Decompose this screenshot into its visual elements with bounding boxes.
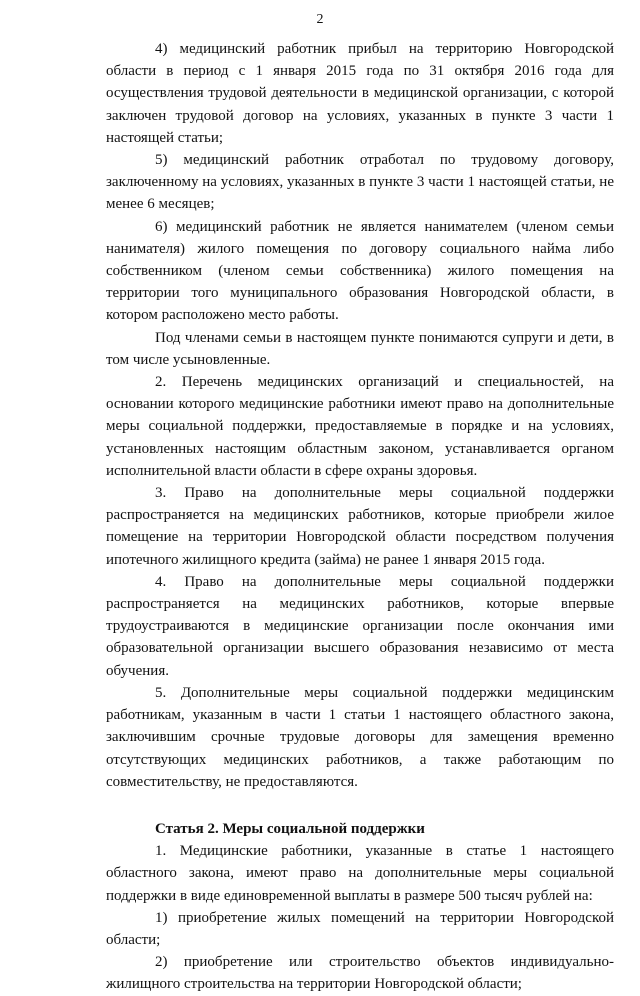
paragraph-part-3: 3. Право на дополнительные меры социальной поддержки распространяется на медицинских работников, которые приобрели жилое помещение на территории Новгородской области посредством получения ипотечного жилищного кредита (займа) не ранее 1 января 2015 года.	[106, 485, 614, 568]
paragraph-item-5: 5) медицинский работник отработал по трудовому договору, заключенному на условиях, указанных в пункте 3 части 1 настоящей статьи, не менее 6 месяцев;	[106, 152, 614, 213]
article-heading: Статья 2. Меры социальной поддержки	[155, 820, 425, 837]
paragraph-part-4: 4. Право на дополнительные меры социальной поддержки распространяется на медицинских работников, которые впервые трудоустраиваются в медицинские организации после окончания ими образовательной организации высшего образования независимо от места обучения.	[106, 573, 614, 679]
paragraph-item-6: 6) медицинский работник не является нанимателем (членом семьи нанимателя) жилого помещения по договору социального найма либо собственником (членом семьи собственника) жилого помещения на территории того муниципального образования Новгородской области, в котором расположено место работы.	[106, 218, 614, 324]
paragraph-part-5: 5. Дополнительные меры социальной поддержки медицинским работникам, указанным в части 1 статьи 1 настоящего областного закона, заключившим срочные трудовые договоры для замещения временно отсутствующих медицинских работников, а также работающим по совместительству, не предоставляются.	[106, 684, 614, 790]
article-paragraph-item-2: 2) приобретение или строительство объектов индивидуально-жилищного строительства на территории Новгородской области;	[106, 954, 614, 993]
paragraph-family-definition: Под членами семьи в настоящем пункте понимаются супруги и дети, в том числе усыновленные.	[106, 329, 614, 368]
document-body	[106, 38, 614, 996]
page-number: 2	[316, 12, 324, 27]
article-paragraph-item-1: 1) приобретение жилых помещений на территории Новгородской области;	[106, 909, 614, 948]
paragraph-item-4: 4) медицинский работник прибыл на территорию Новгородской области в период с 1 января 2015 года по 31 октября 2016 года для осуществления трудовой деятельности в медицинской организации, с которой заключен трудовой договор на условиях, указанных в пункте 3 части 1 настоящей статьи;	[106, 41, 614, 146]
article-paragraph-part-1: 1. Медицинские работники, указанные в статье 1 настоящего областного закона, имеют право на дополнительные меры социальной поддержки в виде единовременной выплаты в размере 500 тысяч рублей на:	[106, 843, 614, 904]
paragraph-part-2: 2. Перечень медицинских организаций и специальностей, на основании которого медицинские работники имеют право на дополнительные меры социальной поддержки, предоставляемые в порядке и на условиях, установленных настоящим областным законом, устанавливается органом исполнительной власти области в сфере охраны здоровья.	[106, 374, 614, 479]
